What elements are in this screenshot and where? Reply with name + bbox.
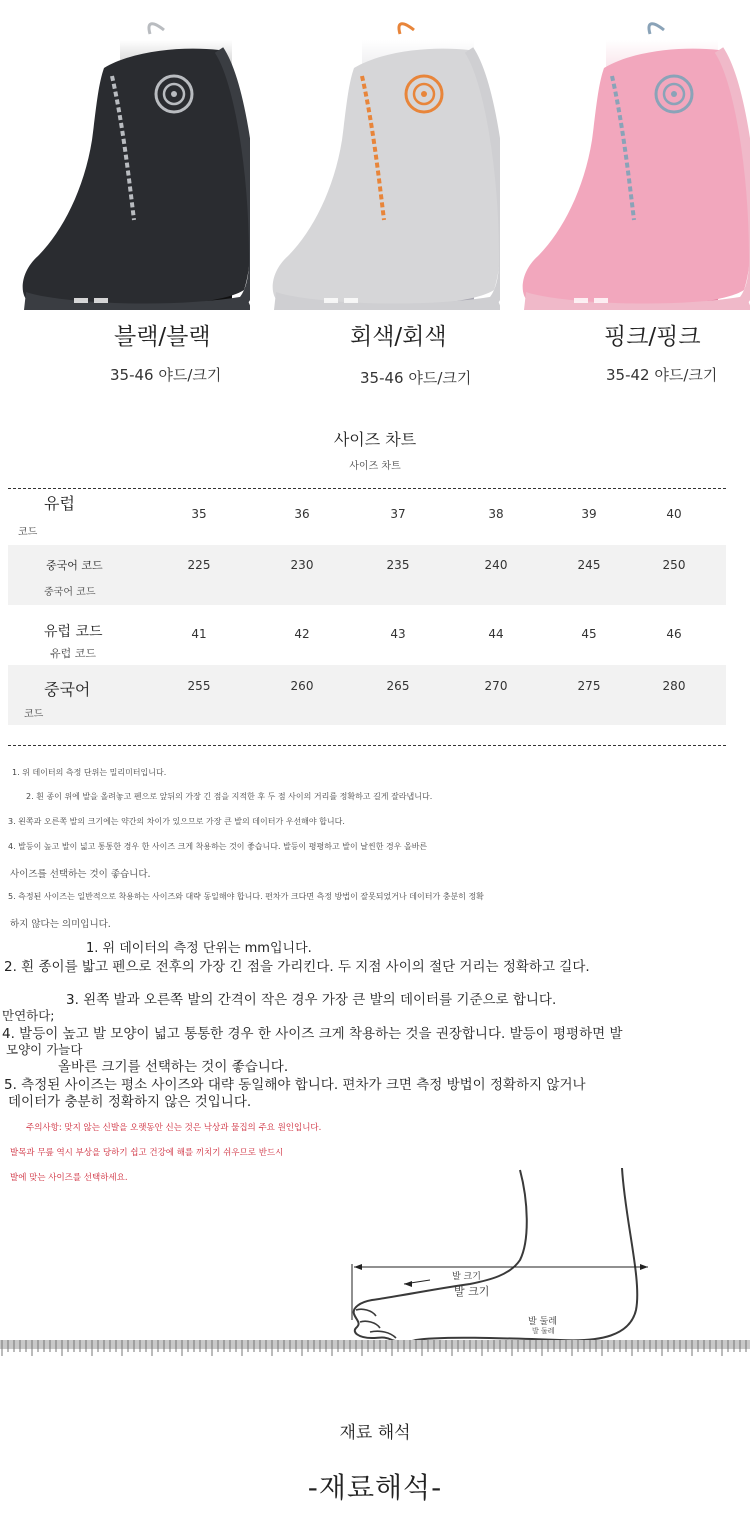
foot-outline: [354, 1168, 638, 1342]
circumference-label: 발 둘레: [528, 1317, 557, 1327]
size-cell: 230: [290, 558, 314, 572]
size-cell: 270: [484, 679, 508, 693]
warning-3: 발에 맞는 사이즈를 선택하세요.: [10, 1173, 128, 1183]
note-main-4c: 올바른 크기를 선택하는 것이 좋습니다.: [58, 1059, 289, 1075]
size-chart-subtitle: 사이즈 차트: [349, 461, 401, 472]
product-size-range: 35-42 야드/크기: [606, 366, 718, 384]
size-cell: 37: [390, 507, 406, 521]
table-row: [8, 665, 726, 725]
size-cell: 225: [187, 558, 211, 572]
size-cell: 35: [191, 507, 207, 521]
product-variant: [250, 0, 500, 400]
row-sublabel: 코드: [18, 527, 38, 538]
size-cell: 275: [577, 679, 601, 693]
shoe-image: [14, 10, 250, 310]
table-row: [8, 493, 726, 543]
note-small-4: 4. 발등이 높고 발이 넓고 통통한 경우 한 사이즈 크게 착용하는 것이 좋습니다. 발등이 평평하고 발이 날씬한 경우 올바른: [8, 842, 428, 851]
note-small-1: 1. 위 데이터의 측정 단위는 밀리미터입니다.: [12, 768, 167, 777]
divider-bottom: [8, 745, 726, 746]
note-small-4b: 사이즈를 선택하는 것이 좋습니다.: [10, 869, 151, 880]
note-main-3: 3. 왼쪽 발과 오른쪽 발의 간격이 작은 경우 가장 큰 발의 데이터를 기준으로 합니다.: [66, 992, 557, 1008]
note-main-1: 1. 위 데이터의 측정 단위는 mm입니다.: [86, 941, 312, 956]
row-label: 중국어: [44, 680, 91, 699]
size-cell: 45: [581, 627, 597, 641]
size-cell: 42: [294, 627, 310, 641]
size-cell: 46: [666, 627, 682, 641]
row-sublabel: 유럽 코드: [50, 647, 97, 660]
table-row: [8, 545, 726, 605]
size-cell: 250: [662, 558, 686, 572]
size-cell: 43: [390, 627, 406, 641]
foot-size-label-2: 발 크기: [454, 1285, 490, 1298]
product-variant: [0, 0, 250, 400]
circumference-label-2: 발 둘레: [532, 1327, 555, 1335]
size-cell: 255: [187, 679, 211, 693]
note-main-5: 5. 측정된 사이즈는 평소 사이즈와 대략 동일해야 합니다. 편차가 크면 측정 방법이 정확하지 않거나: [4, 1077, 586, 1093]
material-analysis-caption: 재료 해석: [339, 1423, 411, 1443]
size-cell: 240: [484, 558, 508, 572]
row-sublabel: 중국어 코드: [44, 587, 96, 598]
product-size-range: 35-46 야드/크기: [360, 369, 472, 387]
size-cell: 260: [290, 679, 314, 693]
shoe-image: [264, 10, 500, 310]
warning-2: 발목과 무릎 역시 부상을 당하기 쉽고 건강에 해를 끼치기 쉬우므로 반드시: [10, 1148, 284, 1158]
size-cell: 38: [488, 507, 504, 521]
foot-measurement-diagram: [0, 1160, 750, 1365]
note-main-2: 2. 흰 종이를 밟고 펜으로 전후의 가장 긴 점을 가리킨다. 두 지점 사이의 절단 거리는 정확하고 길다.: [4, 959, 590, 975]
size-cell: 245: [577, 558, 601, 572]
note-main-3b: 만연하다;: [2, 1008, 55, 1023]
note-small-5b: 하지 않다는 의미입니다.: [10, 919, 111, 930]
note-small-5: 5. 측정된 사이즈는 일반적으로 착용하는 사이즈와 대략 동일해야 합니다. 편차가 크다면 측정 방법이 잘못되었거나 데이터가 충분히 정확: [8, 892, 484, 901]
size-cell: 40: [666, 507, 682, 521]
row-label: 유럽: [44, 494, 75, 513]
divider-top: [8, 488, 726, 489]
size-cell: 280: [662, 679, 686, 693]
size-cell: 235: [386, 558, 410, 572]
note-small-2: 2. 흰 종이 위에 발을 올려놓고 펜으로 앞뒤의 가장 긴 점을 지적한 후 두 점 사이의 거리를 정확하고 길게 잘라냅니다.: [26, 792, 433, 801]
shoe-image: [514, 10, 750, 310]
table-row: [8, 605, 726, 663]
note-main-5b: 데이터가 충분히 정확하지 않은 것입니다.: [8, 1094, 252, 1110]
product-color-name: 블랙/블랙: [114, 324, 211, 350]
note-main-4: 4. 발등이 높고 발 모양이 넓고 통통한 경우 한 사이즈 크게 착용하는 것을 권장합니다. 발등이 평평하면 발: [2, 1026, 623, 1042]
note-small-3: 3. 왼쪽과 오른쪽 발의 크기에는 약간의 차이가 있으므로 가장 큰 발의 데이터가 우선해야 합니다.: [8, 817, 345, 826]
foot-size-label: 발 크기: [452, 1272, 481, 1282]
size-cell: 265: [386, 679, 410, 693]
size-chart-title: 사이즈 차트: [333, 430, 417, 449]
size-cell: 41: [191, 627, 207, 641]
product-variant: [500, 0, 750, 400]
note-main-4b: 모양이 가늘다: [6, 1042, 83, 1057]
product-size-range: 35-46 야드/크기: [110, 366, 222, 384]
product-color-name: 회색/회색: [350, 324, 447, 350]
row-label: 유럽 코드: [44, 624, 103, 640]
warning-1: 주의사항: 맞지 않는 신발을 오랫동안 신는 것은 낙상과 물집의 주요 원인입니다.: [26, 1123, 322, 1133]
product-color-name: 핑크/핑크: [604, 324, 701, 350]
row-label: 중국어 코드: [46, 559, 103, 572]
size-cell: 44: [488, 627, 504, 641]
size-cell: 36: [294, 507, 310, 521]
row-sublabel: 코드: [24, 709, 44, 720]
size-cell: 39: [581, 507, 597, 521]
material-analysis-title: -재료해석-: [307, 1471, 443, 1504]
